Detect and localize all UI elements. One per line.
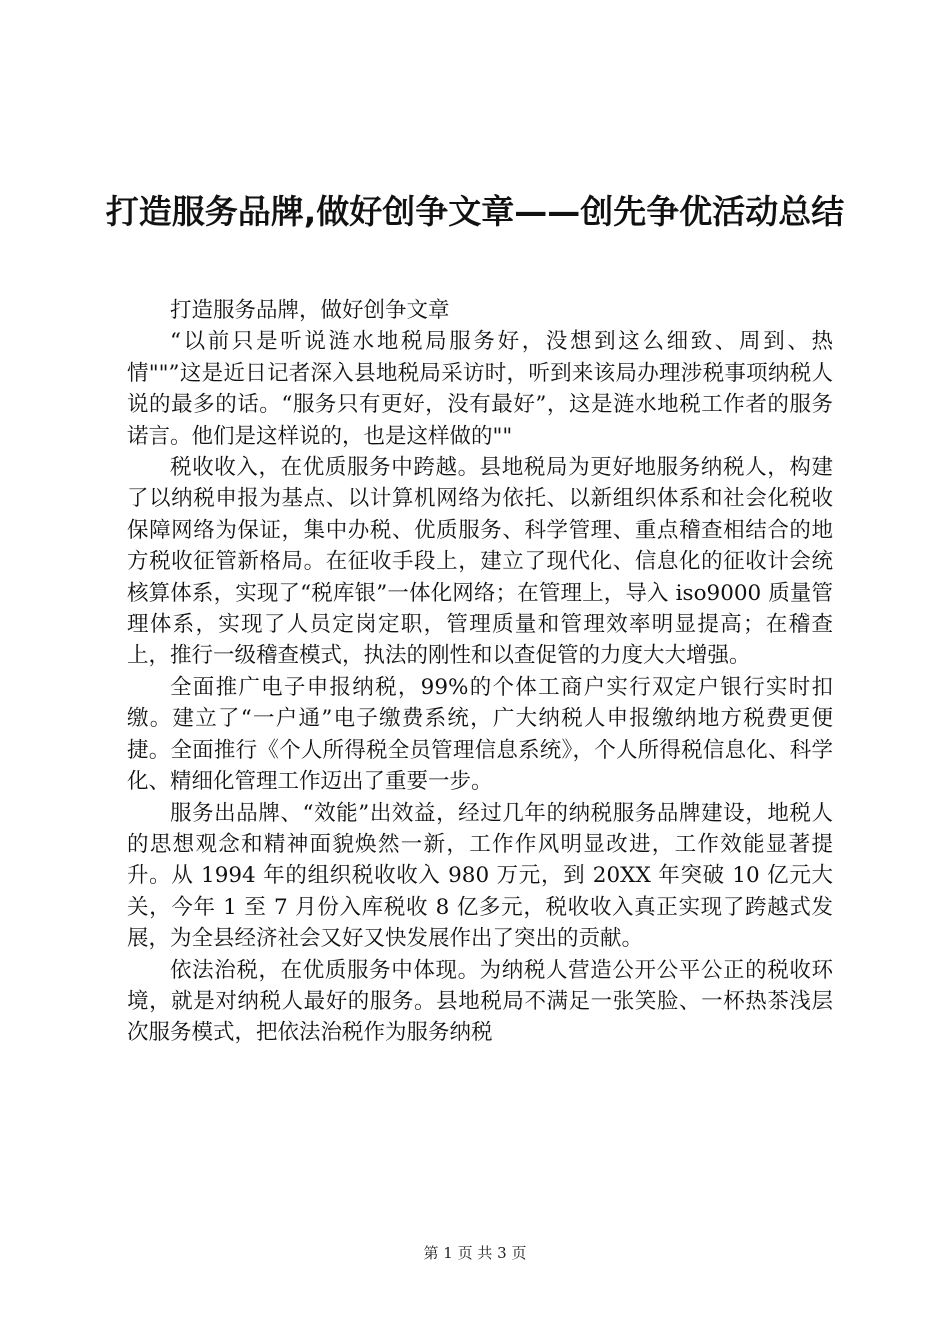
paragraph: 服务出品牌、“效能”出效益，经过几年的纳税服务品牌建设，地税人的思想观念和精神面貌焕然一新，工作作风明显改进，工作效能显著提升。从 1994 年的组织税收收入 980 万元，到 20XX 年突破 10 亿元大关，今年 1 至 7 月份入库税收 8 亿多元，税收收入真正实现了跨越式发展，为全县经济社会又好又快发展作出了突出的贡献。 bbox=[127, 800, 833, 952]
document-title: 打造服务品牌,做好创争文章——创先争优活动总结 bbox=[105, 192, 845, 231]
document-body bbox=[127, 295, 833, 1049]
paragraph: “以前只是听说涟水地税局服务好，没想到这么细致、周到、热情""”这是近日记者深入县地税局采访时，听到来该局办理涉税事项纳税人说的最多的话。“服务只有更好，没有最好”，这是涟水地税工作者的服务诺言。他们是这样说的，也是这样做的"" bbox=[127, 329, 833, 449]
paragraph: 全面推广电子申报纳税，99%的个体工商户实行双定户银行实时扣缴。建立了“一户通”电子缴费系统，广大纳税人申报缴纳地方税费更便捷。全面推行《个人所得税全员管理信息系统》，个人所得税信息化、科学化、精细化管理工作迈出了重要一步。 bbox=[127, 674, 833, 795]
page-footer bbox=[0, 1243, 950, 1263]
page-number: 第 1 页 bbox=[423, 1244, 473, 1262]
paragraph: 打造服务品牌，做好创争文章 bbox=[170, 298, 450, 323]
paragraph: 税收收入，在优质服务中跨越。县地税局为更好地服务纳税人，构建了以纳税申报为基点、以计算机网络为依托、以新组织体系和社会化税收保障网络为保证，集中办税、优质服务、科学管理、重点稽查相结合的地方税收征管新格局。在征收手段上，建立了现代化、信息化的征收计会统核算体系，实现了“税库银”一体化网络；在管理上，导入 iso9000 质量管理体系，实现了人员定岗定职，管理质量和管理效率明显提高；在稽查上，推行一级稽查模式，执法的刚性和以查促管的力度大大增强。 bbox=[127, 455, 833, 669]
paragraph: 依法治税，在优质服务中体现。为纳税人营造公开公平公正的税收环境，就是对纳税人最好的服务。县地税局不满足一张笑脸、一杯热茶浅层次服务模式，把依法治税作为服务纳税 bbox=[127, 957, 833, 1046]
page-total: 共 3 页 bbox=[477, 1244, 527, 1262]
